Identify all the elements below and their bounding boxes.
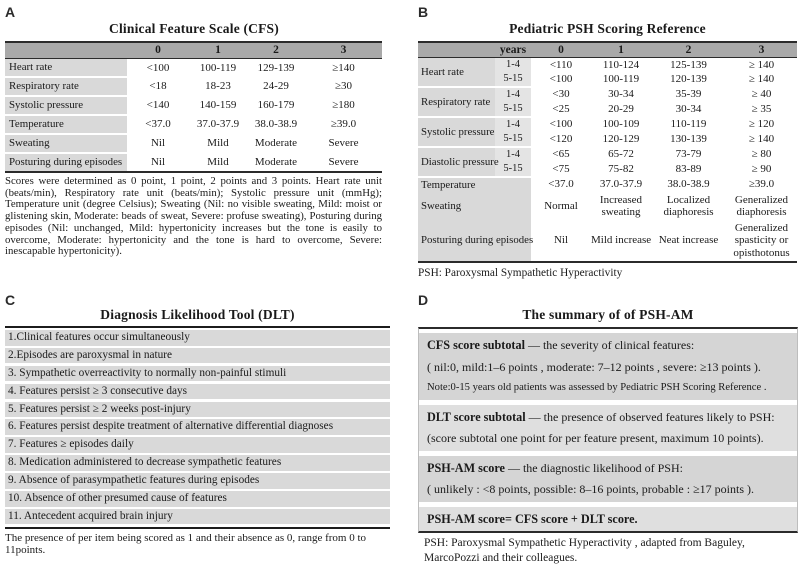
cell: ≥ 80 [751, 148, 772, 161]
panel-c [5, 292, 390, 556]
table-row [5, 77, 382, 96]
list-item: 2.Episodes are paroxysmal in nature [5, 348, 390, 364]
cell: Neat increase [658, 234, 719, 247]
block-rest: — the presence of observed features likely to PSH: [525, 409, 775, 424]
panel-b-footnote: PSH: Paroxysmal Sympathetic Hyperactivity [418, 267, 623, 279]
years-cell: 1-4 [495, 87, 531, 102]
cell: 140-159 [199, 99, 237, 112]
list-item: 6. Features persist despite treatment of alternative differential diagnoses [5, 419, 390, 435]
years-cell: 5-15 [495, 102, 531, 117]
cell: 125-139 [670, 58, 707, 71]
cfs-header-1: 1 [189, 42, 247, 58]
table-row [5, 96, 382, 115]
years-cell: 5-15 [495, 72, 531, 87]
list-item: 5. Features persist ≥ 2 weeks post-injury [5, 402, 390, 418]
cell: 110-124 [602, 58, 640, 71]
panel-a [5, 4, 383, 258]
cell: 38.0-38.9 [667, 178, 710, 191]
cell: 37.0-37.9 [599, 178, 643, 191]
summary-line [427, 512, 789, 527]
panel-b-title: Pediatric PSH Scoring Reference [509, 21, 706, 36]
cell: <30 [552, 88, 570, 101]
cell: ≥ 140 [748, 133, 775, 146]
cell: 130-139 [670, 133, 707, 146]
list-item: 7. Features ≥ episodes daily [5, 437, 390, 453]
summary-block-cfs [419, 333, 797, 400]
cell: 18-23 [205, 80, 231, 93]
block-lead: DLT score subtotal [427, 409, 526, 424]
list-item: 8. Medication administered to decrease sympathetic features [5, 455, 390, 471]
cell: 73-79 [675, 148, 702, 161]
row-label: Sweating [5, 134, 127, 153]
cell: Nil [150, 155, 166, 168]
cell: ≥ 90 [751, 163, 772, 176]
cell: ≥39.0 [330, 118, 357, 131]
cell: Mild increase [591, 234, 652, 247]
cell: <37.0 [548, 178, 574, 191]
table-row [418, 147, 797, 162]
cell: 100-119 [602, 73, 640, 86]
row-label: Sweating [418, 192, 531, 220]
cell: <25 [552, 103, 570, 116]
cell: 30-34 [675, 103, 702, 116]
cell: <100 [549, 73, 573, 86]
cell: 38.0-38.9 [254, 118, 298, 131]
table-row [5, 134, 382, 153]
cell: ≥ 35 [751, 103, 772, 116]
row-label: Posturing during episodes [5, 153, 127, 172]
row-label: Posturing during episodes [418, 220, 531, 262]
cell: Moderate [254, 155, 298, 168]
cfs-header-2: 2 [247, 42, 305, 58]
row-label: Temperature [5, 115, 127, 134]
summary-block-psh-am [419, 456, 797, 502]
psh-header-3: 3 [726, 42, 797, 57]
cell: ≥140 [332, 61, 355, 74]
cell: ≥ 120 [748, 118, 775, 131]
cell: <37.0 [145, 118, 171, 131]
psh-header-1: 1 [591, 42, 651, 57]
cell: 100-109 [602, 118, 640, 131]
cell: 160-179 [257, 99, 295, 112]
summary-line [427, 461, 789, 476]
panel-a-title: Clinical Feature Scale (CFS) [109, 21, 279, 36]
cfs-header-empty [5, 42, 127, 58]
psh-header-2: 2 [651, 42, 726, 57]
list-item: 10. Absence of other presumed cause of features [5, 491, 390, 507]
panel-d-footnote: PSH: Paroxysmal Sympathetic Hyperactivity , adapted from Baguley, MarcoPozzi and their colleagues. [424, 537, 745, 564]
psh-am-summary-box [418, 327, 798, 533]
panel-b [418, 4, 797, 279]
table-row [5, 153, 382, 172]
summary-line [427, 338, 789, 353]
cell: 120-139 [670, 73, 707, 86]
years-cell: 1-4 [495, 147, 531, 162]
cell: 65-72 [608, 148, 634, 161]
cell: Generalized diaphoresis [734, 193, 789, 218]
list-item: 1.Clinical features occur simultaneously [5, 330, 390, 346]
table-row [418, 220, 797, 262]
pediatric-psh-table [418, 41, 797, 263]
cell: 75-82 [608, 163, 634, 176]
cell: Severe [328, 155, 359, 168]
summary-block-formula [419, 507, 797, 532]
table-row [418, 117, 797, 132]
panel-c-letter: C [5, 292, 16, 308]
summary-line: ( nil:0, mild:1–6 points , moderate: 7–12 points , severe: ≥13 points ). [427, 359, 761, 374]
list-item: 4. Features persist ≥ 3 consecutive days [5, 384, 390, 400]
psh-header-row [418, 42, 797, 57]
summary-line: ( unlikely : <8 points, possible: 8–16 points, probable : ≥17 points ). [427, 482, 755, 496]
years-cell: 5-15 [495, 162, 531, 177]
cell: 100-119 [199, 61, 237, 74]
cell: <140 [146, 99, 170, 112]
row-label: Temperature [418, 177, 531, 192]
cell: <100 [146, 61, 170, 74]
row-label: Respiratory rate [418, 87, 495, 117]
psh-header-empty [418, 42, 495, 57]
block-lead: PSH-AM score [427, 460, 505, 475]
table-row [418, 177, 797, 192]
dlt-list [5, 326, 390, 529]
cell: 129-139 [257, 61, 295, 74]
cell: 83-89 [675, 163, 702, 176]
table-row [418, 57, 797, 72]
row-label: Heart rate [5, 58, 127, 77]
cell: <100 [549, 118, 573, 131]
cell: 37.0-37.9 [196, 118, 240, 131]
table-row [418, 192, 797, 220]
cell: ≥39.0 [748, 178, 775, 191]
cfs-header-3: 3 [305, 42, 382, 58]
cell: Nil [553, 234, 569, 247]
psh-header-years: years [495, 42, 531, 57]
cell: Mild [207, 155, 229, 168]
summary-line [427, 410, 789, 425]
panel-b-letter: B [418, 4, 429, 20]
block-rest: — the severity of clinical features: [524, 338, 695, 352]
panel-c-footnote: The presence of per item being scored as 1 and their absence as 0, range from 0 to 11points. [5, 531, 367, 556]
panel-d-title: The summary of of PSH-AM [522, 307, 694, 322]
cell: <18 [149, 80, 167, 93]
cell: Mild [207, 137, 229, 150]
block-rest: — the diagnostic likelihood of PSH: [504, 460, 683, 475]
row-label: Systolic pressure [5, 96, 127, 115]
cell: 110-119 [670, 118, 707, 131]
cell: Severe [328, 137, 359, 150]
cell: <110 [549, 58, 573, 71]
cell: 24-29 [263, 80, 289, 93]
table-row [5, 115, 382, 134]
summary-line: (score subtotal one point for per feature present, maximum 10 points). [427, 431, 764, 445]
panel-d [418, 292, 798, 565]
cell: ≥ 140 [748, 58, 775, 71]
years-cell: 1-4 [495, 117, 531, 132]
cell: Moderate [254, 137, 298, 150]
cell: 30-34 [608, 88, 634, 101]
cell: ≥30 [334, 80, 353, 93]
summary-note: Note:0-15 years old patients was assessed by Pediatric PSH Scoring Reference . [427, 382, 767, 393]
years-cell: 1-4 [495, 57, 531, 72]
cell: 20-29 [608, 103, 634, 116]
psh-header-0: 0 [531, 42, 591, 57]
panel-d-letter: D [418, 292, 429, 308]
cell: <65 [552, 148, 570, 161]
summary-block-dlt [419, 405, 797, 451]
cell: Normal [544, 199, 578, 212]
list-item: 11. Antecedent acquired brain injury [5, 509, 390, 525]
cell: 120-129 [602, 133, 640, 146]
cfs-header-row [5, 42, 382, 58]
cell: Nil [150, 137, 166, 150]
table-row [5, 58, 382, 77]
table-row [418, 87, 797, 102]
cell: Localized diaphoresis [663, 193, 714, 218]
row-label: Respiratory rate [5, 77, 127, 96]
cell: ≥ 140 [748, 73, 775, 86]
years-cell: 5-15 [495, 132, 531, 147]
block-lead: PSH-AM score= CFS score + DLT score. [427, 511, 638, 526]
panel-a-footnote: Scores were determined as 0 point, 1 point, 2 points and 3 points. Heart rate unit (beats/min), Respiratory rate unit (beats/min); Systolic pressure unit (mmHg); Temperature unit (degree Celsius); Sweating (Nil: no visible sweating, Mild: moist or glistening skin, Moderate: beads of sweat, Severe: profuse sweating), Posturing during episodes (Nil: unchanged, Mild: hypertonicity increases but the tone is easily to overcome, Moderate: hypertonicity and the tone is hard to overcome, Severe: inescapable hypertonicity). [5, 175, 382, 258]
cell: <75 [552, 163, 570, 176]
row-label: Systolic pressure [418, 117, 495, 147]
cfs-table [5, 41, 382, 173]
cell: Increased sweating [599, 193, 643, 218]
panel-c-title: Diagnosis Likelihood Tool (DLT) [100, 307, 295, 322]
cell: <120 [549, 133, 573, 146]
row-label: Diastolic pressure [418, 147, 495, 177]
cell: ≥ 40 [751, 88, 772, 101]
panel-a-letter: A [5, 4, 16, 20]
cell: ≥180 [332, 99, 355, 112]
list-item: 3. Sympathetic overreactivity to normally non-painful stimuli [5, 366, 390, 382]
cfs-header-0: 0 [127, 42, 189, 58]
block-lead: CFS score subtotal [427, 338, 525, 352]
row-label: Heart rate [418, 57, 495, 87]
cell: 35-39 [675, 88, 702, 101]
cell: Generalized spasticity or opisthotonus [733, 221, 790, 259]
list-item: 9. Absence of parasympathetic features during episodes [5, 473, 390, 489]
